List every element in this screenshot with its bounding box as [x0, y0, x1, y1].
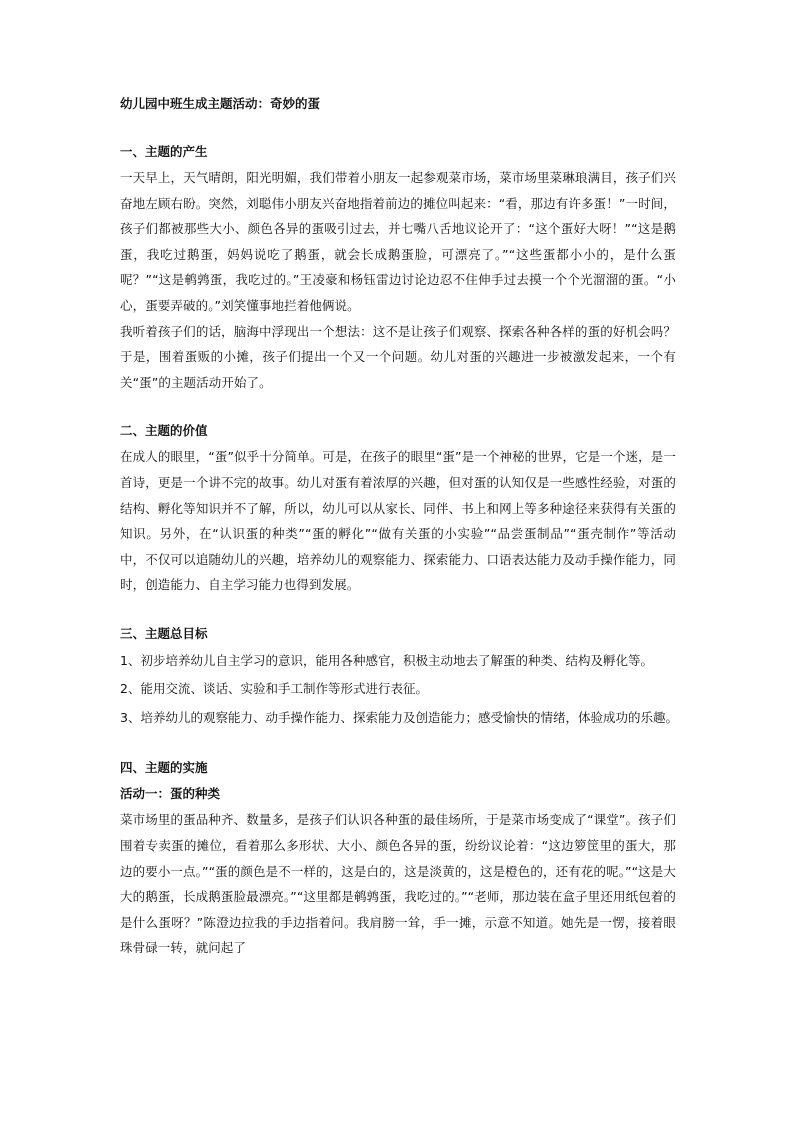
section-heading: 四、主题的实施: [120, 760, 208, 776]
goal-item: 3、培养幼儿的观察能力、动手操作能力、探索能力及创造能力；感受愉快的情绪，体验成功的乐趣。: [120, 709, 678, 725]
section-implementation: [120, 755, 676, 961]
section-origin: [120, 139, 676, 395]
paragraph: 我听着孩子们的话，脑海中浮现出一个想法：这不是让孩子们观察、探索各种各样的蛋的好机会吗？于是，围着蛋贩的小摊，孩子们提出一个又一个问题。幼儿对蛋的兴趣进一步被激发起来，一个有关“蛋”的主题活动开始了。: [120, 323, 676, 390]
spacer: [120, 116, 676, 139]
activity-heading: 活动一：蛋的种类: [120, 786, 221, 802]
document-title: 幼儿园中班生成主题活动：奇妙的蛋: [120, 96, 321, 111]
goal-item: 1、初步培养幼儿自主学习的意识，能用各种感官，积极主动地去了解蛋的种类、结构及孵化等。: [120, 652, 653, 668]
section-goals: [120, 621, 676, 733]
paragraph: 一天早上，天气晴朗，阳光明媚，我们带着小朋友一起参观菜市场，菜市场里菜琳琅满目，孩子们兴奋地左顾右盼。突然，刘聪伟小朋友兴奋地指着前边的摊位叫起来：“看，那边有许多蛋！”一时间，孩子们都被那些大小、颜色各异的蛋吸引过去，并七嘴八舌地议论开了：“这个蛋好大呀！”“这是鹅蛋，我吃过鹅蛋，妈妈说吃了鹅蛋，就会长成鹅蛋脸，可漂亮了。”“这些蛋都小小的，是什么蛋呢？”“这是鹌鹑蛋，我吃过的。”王凌豪和杨钰雷边讨论边忍不住伸手过去摸一个个光溜溜的蛋。“小心，蛋要弄破的。”刘笑懂事地拦着他俩说。: [120, 170, 676, 313]
goal-item: 2、能用交流、谈话、实验和手工制作等形式进行表征。: [120, 681, 428, 697]
spacer: [120, 395, 676, 418]
spacer: [120, 732, 676, 755]
document-page: [120, 92, 676, 961]
section-value: [120, 418, 676, 598]
spacer: [120, 598, 676, 621]
paragraph: 菜市场里的蛋品种齐、数量多，是孩子们认识各种蛋的最佳场所，于是菜市场变成了“课堂”。孩子们围着专卖蛋的摊位，看着那么多形状、大小、颜色各异的蛋，纷纷议论着：“这边箩筐里的蛋大，那边的要小一点。”“蛋的颜色是不一样的，这是白的，这是淡黄的，这是橙色的，还有花的呢。”“这是大大的鹅蛋，长成鹅蛋脸最漂亮。”“这里都是鹌鹑蛋，我吃过的。”“老师，那边装在盒子里还用纸包着的是什么蛋呀？”陈澄边拉我的手边指着问。我肩膀一耸，手一摊，示意不知道。她先是一愣，接着眼珠骨碌一转，就问起了: [120, 812, 676, 956]
section-heading: 二、主题的价值: [120, 423, 208, 439]
section-heading: 三、主题总目标: [120, 625, 208, 641]
paragraph: 在成人的眼里，“蛋”似乎十分简单。可是，在孩子的眼里“蛋”是一个神秘的世界，它是一个迷，是一首诗，更是一个讲不完的故事。幼儿对蛋有着浓厚的兴趣，但对蛋的认知仅是一些感性经验，对蛋的结构、孵化等知识并不了解，所以，幼儿可以从家长、同伴、书上和网上等多种途径来获得有关蛋的知识。另外，在“认识蛋的种类”“蛋的孵化”“做有关蛋的小实验”“品尝蛋制品”“蛋壳制作”等活动中，不仅可以追随幼儿的兴趣，培养幼儿的观察能力、探索能力、口语表达能力及动手操作能力，同时，创造能力、自主学习能力也得到发展。: [120, 449, 676, 593]
section-heading: 一、主题的产生: [120, 144, 208, 159]
